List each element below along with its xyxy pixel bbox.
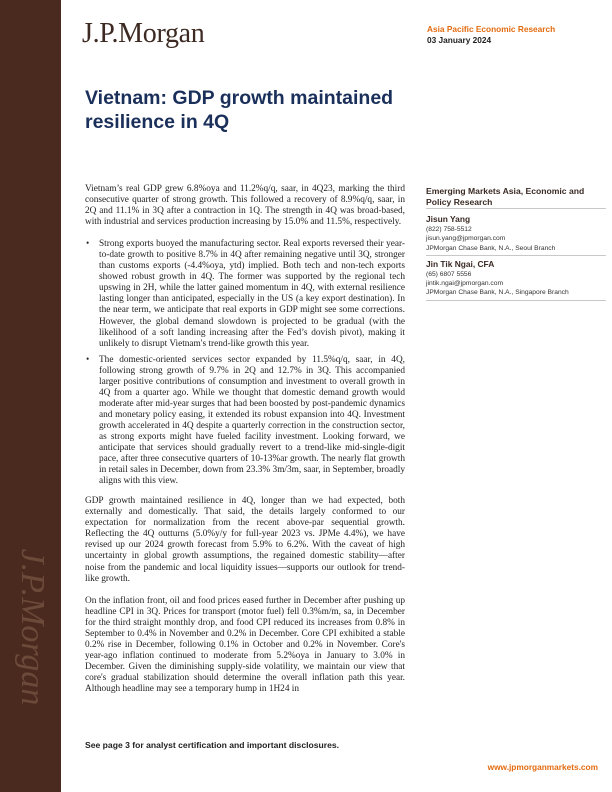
analyst-contacts xyxy=(426,186,606,304)
report-body xyxy=(85,184,405,706)
analyst-card xyxy=(426,259,606,301)
analyst-card xyxy=(426,214,606,256)
bullet-item xyxy=(85,239,405,349)
bullet-list xyxy=(85,239,405,487)
analyst-name: Jisun Yang xyxy=(426,214,471,224)
intro-paragraph: Vietnam’s real GDP grew 6.8%oya and 11.2%q/q, saar, in 4Q23, marking the third consecutive quarter of strong growth. This followed a recovery of 8.9%q/q, saar, in 2Q and 11.1% in 3Q after a contraction in 1Q. The strength in 4Q was broad-based, with industrial and services production increasing by 15.0% and 11.5%, respectively. xyxy=(85,184,405,228)
analyst-email[interactable]: jisun.yang@jpmorgan.com xyxy=(426,235,506,243)
analyst-name: Jin Tik Ngai, CFA xyxy=(426,258,495,269)
bullet-icon: • xyxy=(86,354,90,365)
research-department: Asia Pacific Economic Research xyxy=(427,24,556,34)
analyst-group-name: Emerging Markets Asia, Economic and Policy Research xyxy=(426,186,606,209)
disclosure-note: See page 3 for analyst certification and important disclosures. xyxy=(85,740,340,750)
analyst-phone: (822) 758-5512 xyxy=(426,226,472,233)
report-header xyxy=(427,24,602,46)
analyst-email[interactable]: jintik.ngai@jpmorgan.com xyxy=(426,280,504,288)
bullet-text: Strong exports buoyed the manufacturing sector. Real exports reversed their year-to-date growth to positive 8.7% in 4Q after remaining negative until 3Q, stronger than customs exports (-4.4%oya, ytd) implied. Both tech and non-tech exports showed robust growth in 4Q. The former was supported by the regional tech upswing in 2H, while the latter gained momentum in 4Q, with external resilience lasting longer than anticipated, especially in the US (a key export destination). In the near term, we anticipate that real exports in GDP might see some corrections. However, the global demand slowdown is projected to be gradual (with the likelihood of a soft landing increasing after the Fed’s dovish pivot), making it unlikely to disrupt Vietnam's trend-like growth this year. xyxy=(99,239,405,349)
bullet-icon: • xyxy=(86,239,90,250)
bullet-item xyxy=(85,355,405,488)
report-date: 03 January 2024 xyxy=(427,35,492,45)
analyst-entity: JPMorgan Chase Bank, N.A., Singapore Branch xyxy=(426,288,606,300)
jpmorgan-logo: J.P.Morgan xyxy=(82,18,205,49)
analyst-entity: JPMorgan Chase Bank, N.A., Seoul Branch xyxy=(426,244,606,256)
growth-outlook-paragraph: GDP growth maintained resilience in 4Q, longer than we had expected, both externally and domestically. That said, the details largely conformed to our expectation for normalization from the recent above-par sequential growth. Reflecting the 4Q outturns (5.0%y/y for full-year 2023 vs. JPMe 4.4%), we have revised up our 2024 growth forecast from 5.9% to 6.2%. With the caveat of high uncertainty in global growth assumptions, the regained domestic stability—after noise from the pandemic and local liquidity issues—supports our outlook for trend-like growth. xyxy=(85,496,405,584)
analyst-phone: (65) 6807 5556 xyxy=(426,270,472,278)
inflation-paragraph: On the inflation front, oil and food prices eased further in December after pushing up headline CPI in 3Q. Prices for transport (motor fuel) fell 0.3%m/m, sa, in December for the third straight monthly drop, and food CPI reduced its increases from 0.8% in September to 0.4% in November and 0.2% in December. Core CPI exhibited a stable 0.2% rise in December, following 0.1% in October and 0.2% in November. Core's year-ago inflation continued to moderate from 5.2%oya in January to 3.0% in December. Given the diminishing supply-side volatility, we maintain our view that core's gradual stabilization should determine the overall inflation path this year. Although headline may see a temporary hump in 1H24 in xyxy=(85,595,405,694)
brand-sidebar xyxy=(0,0,61,792)
footer-url-link[interactable]: www.jpmorganmarkets.com xyxy=(487,762,598,772)
sidebar-watermark-logo: J.P.Morgan xyxy=(14,548,51,706)
report-title: Vietnam: GDP growth maintained resilience in 4Q xyxy=(85,87,394,133)
bullet-text: The domestic-oriented services sector expanded by 11.5%q/q, saar, in 4Q, following strong growth of 9.7% in 2Q and 12.7% in 3Q. This accompanied larger positive contributions of consumption and investment to overall growth in 4Q from a quarter ago. While we thought that domestic demand growth would moderate after mid-year surges that had been boosted by post-pandemic dynamics and monetary policy easing, it extended its robust expansion into 4Q. Investment growth accelerated in 4Q despite a quarterly correction in the construction sector, as strong exports might have fueled facility investment. Looking forward, we anticipate that services should gradually revert to a trend-like mid-single-digit pace, after three consecutive quarters of 10-13%ar growth. The nearly flat growth in retail sales in December, down from 23.3% 3m/3m, saar, in September, broadly aligns with this view. xyxy=(99,354,405,487)
